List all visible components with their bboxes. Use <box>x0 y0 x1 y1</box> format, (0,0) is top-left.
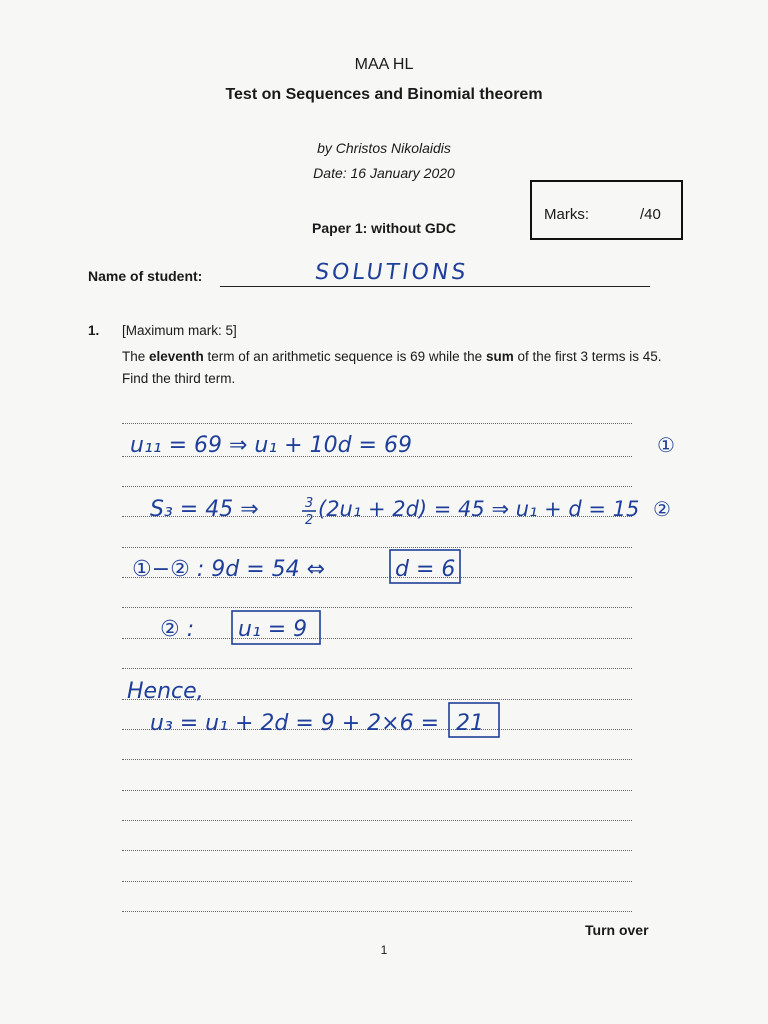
author: by Christos Nikolaidis <box>317 140 451 156</box>
paper-label: Paper 1: without GDC <box>312 220 456 236</box>
turn-over-label: Turn over <box>585 922 649 938</box>
working-line-2b: (2u₁ + 2d) = 45 ⇒ u₁ + d = 15 <box>318 497 640 521</box>
student-name-label: Name of student: <box>88 268 203 284</box>
working-line-6: u₃ = u₁ + 2d = 9 + 2×6 = <box>150 711 440 736</box>
question-text-bold: sum <box>485 349 514 364</box>
final-answer: 21 <box>456 711 484 736</box>
marks-total: /40 <box>640 206 661 223</box>
equation-tag-2: ② <box>653 497 671 521</box>
working-line-4: ② : <box>160 617 195 642</box>
date: Date: 16 January 2020 <box>313 165 455 181</box>
boxed-u1: u₁ = 9 <box>238 617 308 642</box>
fraction-numerator: 3 <box>305 496 314 511</box>
test-title: Test on Sequences and Binomial theorem <box>225 86 543 103</box>
marks-label: Marks: <box>544 206 589 223</box>
working-line-5: Hence, <box>127 679 204 704</box>
question-text-part: The <box>122 349 150 364</box>
page-number: 1 <box>380 943 388 957</box>
boxed-d: d = 6 <box>395 557 456 582</box>
question-text-part: of the first 3 terms is 45. Find the third term. <box>122 349 662 386</box>
question-number: 1. <box>88 323 100 338</box>
working-line-1: u₁₁ = 69 ⇒ u₁ + 10d = 69 <box>130 433 412 458</box>
question-max-mark: [Maximum mark: 5] <box>122 323 237 338</box>
working-line-3: ①−② : 9d = 54 ⇔ <box>132 557 326 582</box>
question-text-part: term of an arithmetic sequence is 69 while the <box>203 349 486 364</box>
working-line-2a: S₃ = 45 ⇒ <box>150 497 259 522</box>
course-code: MAA HL <box>354 56 414 73</box>
student-name-value: SOLUTIONS <box>313 260 470 285</box>
question-text-bold: eleventh <box>149 349 204 364</box>
fraction-denominator: 2 <box>305 513 314 528</box>
equation-tag-1: ① <box>657 433 675 457</box>
